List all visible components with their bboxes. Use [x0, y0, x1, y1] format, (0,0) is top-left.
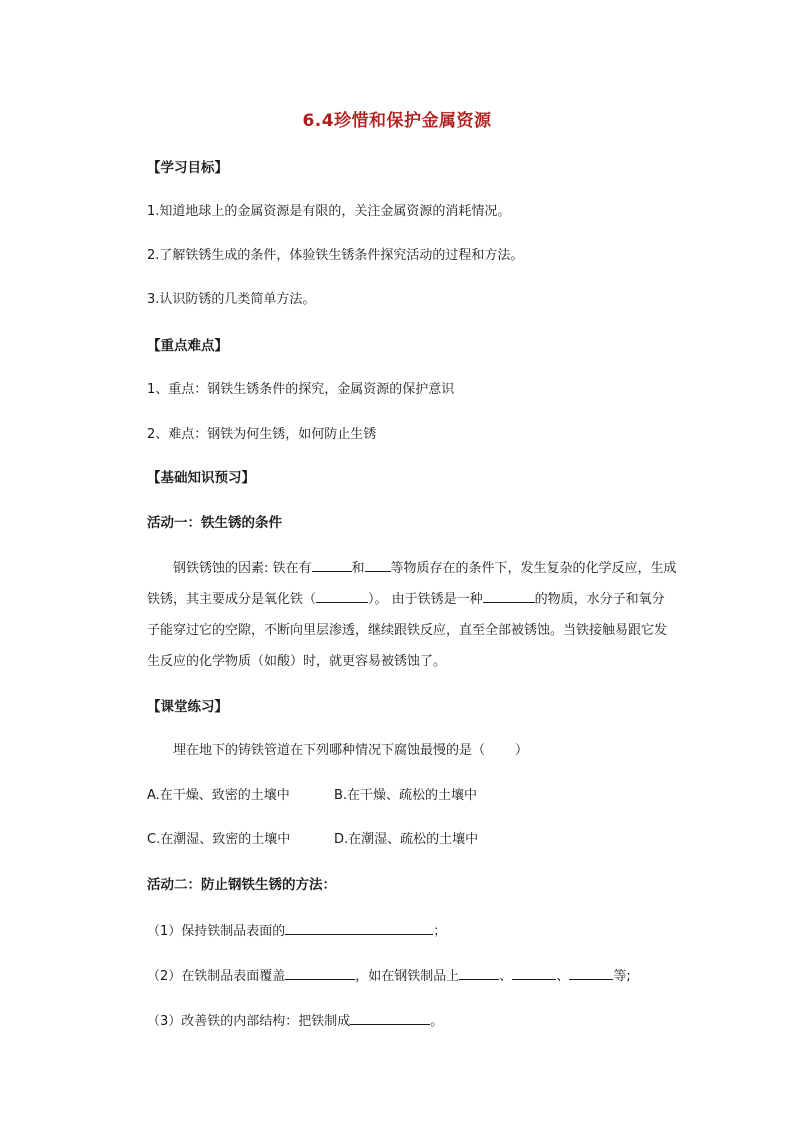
- goals-heading: 【学习目标】: [147, 160, 228, 176]
- answer-blank[interactable]: [569, 965, 613, 980]
- goal-item-1: 1.知道地球上的金属资源是有限的，关注金属资源的消耗情况。: [147, 204, 511, 219]
- option-d: D.在潮湿、疏松的土壤中: [334, 832, 479, 847]
- key-points-heading: 【重点难点】: [147, 338, 228, 354]
- answer-blank[interactable]: [350, 1010, 430, 1025]
- method-3: （3）改善铁的内部结构：把铁制成 。: [147, 1010, 443, 1032]
- answer-blank[interactable]: [316, 588, 368, 603]
- key-point-1: 1、重点：钢铁生锈条件的探究，金属资源的保护意识: [147, 382, 455, 397]
- answer-blank[interactable]: [512, 965, 556, 980]
- activity1-heading: 活动一：铁生锈的条件: [147, 515, 282, 531]
- option-b: B.在干燥、疏松的土壤中: [334, 788, 478, 803]
- answer-blank[interactable]: [312, 557, 352, 572]
- answer-blank[interactable]: [483, 588, 535, 603]
- method-1: （1）保持铁制品表面的 ；: [147, 920, 446, 942]
- goal-item-2: 2.了解铁锈生成的条件，体验铁生锈条件探究活动的过程和方法。: [147, 248, 524, 263]
- answer-blank[interactable]: [459, 965, 499, 980]
- goal-item-3: 3.认识防锈的几类简单方法。: [147, 292, 316, 307]
- method-2: （2）在铁制品表面覆盖 ，如在钢铁制品上 、 、 等;: [147, 965, 631, 987]
- option-a: A.在干燥、致密的土壤中: [147, 788, 290, 803]
- preview-heading: 【基础知识预习】: [147, 470, 255, 486]
- answer-blank[interactable]: [365, 557, 391, 572]
- practice-question: 埋在地下的铸铁管道在下列哪种情况下腐蚀最慢的是（ ）: [173, 743, 529, 758]
- answer-blank[interactable]: [285, 965, 355, 980]
- page-title: 6.4珍惜和保护金属资源: [302, 111, 492, 131]
- answer-blank[interactable]: [285, 920, 433, 935]
- activity2-heading: 活动二：防止钢铁生锈的方法：: [147, 877, 336, 893]
- option-c: C.在潮湿、致密的土壤中: [147, 832, 291, 847]
- practice-heading: 【课堂练习】: [147, 699, 228, 715]
- key-point-2: 2、难点：钢铁为何生锈，如何防止生锈: [147, 427, 377, 442]
- activity1-paragraph: 钢铁锈蚀的因素: 铁在有 和 等物质存在的条件下，发生复杂的化学反应，生成铁锈，其主要成分是氧化铁（ ）。 由于铁锈是一种 的物质，水分子和氧分子能穿过它的空隙，不断向里层渗透，继续跟铁反应，直至全部被锈蚀。当铁接触易跟它发生反应的化学物质（如酸）时，就更容易被锈蚀了。: [147, 553, 677, 677]
